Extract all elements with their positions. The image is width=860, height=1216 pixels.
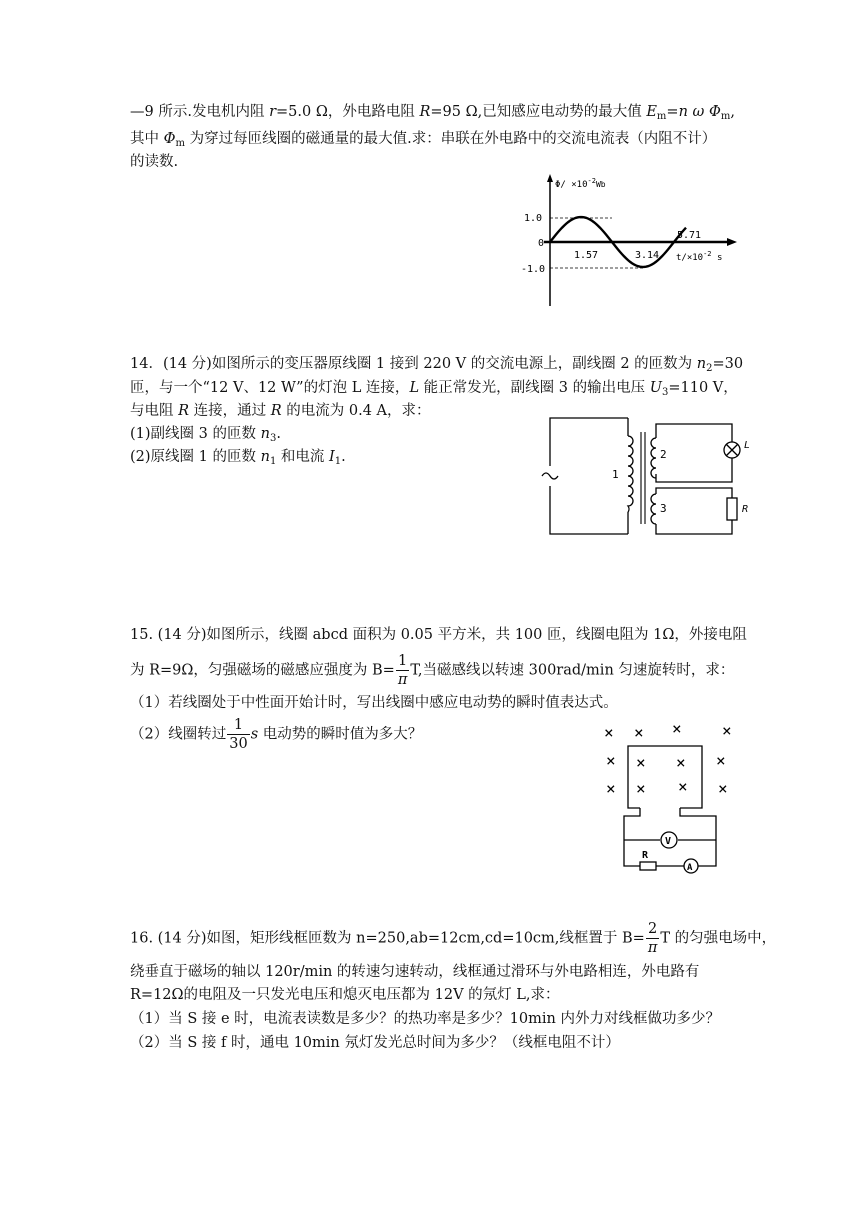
graph-x-tick-1: 1.57	[574, 250, 599, 261]
graph-x-tick-2: 3.14	[635, 250, 660, 261]
graph-y-tick-max: 1.0	[524, 213, 543, 224]
q15-sub-1: （1）若线圈处于中性面开始计时，写出线圈中感应电动势的瞬时值表达式。	[130, 695, 618, 711]
ammeter-label: A	[687, 863, 693, 873]
graph-x-tick-3: 5.71	[677, 230, 702, 241]
q15-sub-2: （2）线圈转过 $\frac{1}{30}$ s 电动势的瞬时值为多大？	[130, 717, 423, 752]
q15-time-fraction: $\frac{1}{30}$	[229, 717, 248, 752]
resistor-label: R	[742, 504, 749, 515]
q16-line-2: 绕垂直于磁场的轴以 120r/min 的转速匀速转动，线框通过滑环与外电路相连，外电路有	[130, 964, 700, 980]
graph-y-tick-min: -1.0	[521, 264, 546, 275]
q15-line-1: 15. (14 分)如图所示，线圈 abcd 面积为 0.05 平方米，共 100 匝，线圈电阻为 1Ω，外接电阻	[130, 627, 747, 643]
q14-line-1: 14．(14 分)如图所示的变压器原线圈 1 接到 220 V 的交流电源上，副线圈 2 的匝数为 $n_2=30$	[130, 356, 744, 374]
field-cross: ×	[606, 751, 616, 770]
coil-1-label: 1	[612, 468, 619, 481]
graph-x-label: $t/\times 10^{-2}$ s	[676, 250, 723, 263]
flux-graph	[518, 172, 740, 310]
field-cross: ×	[672, 719, 682, 738]
field-cross: ×	[718, 779, 728, 798]
q13-line-2: 其中 $\Phi_m$ 为穿过每匝线圈的磁通量的最大值.求：串联在外电路中的交流电流表（内阻不计）	[130, 131, 717, 149]
field-cross: ×	[636, 779, 646, 798]
q13-line-1: —9 所示.发电机内阻 r=5.0 Ω，外电路电阻 R=95 Ω,已知感应电动势的最大值 $E_m=n$ ω $\Phi_m$,	[130, 104, 735, 122]
field-cross: ×	[716, 751, 726, 770]
coil-field-circuit	[598, 716, 744, 874]
field-cross: ×	[636, 753, 646, 772]
q16-b-fraction: $\frac{2}{\pi}$	[647, 921, 658, 956]
q14-sub-2: (2)原线圈 1 的匝数 $n_1$ 和电流 $I_1$.	[130, 449, 346, 467]
field-cross: ×	[606, 779, 616, 798]
q16-line-3: R=12Ω的电阻及一只发光电压和熄灭电压都为 12V 的氖灯 L,求：	[130, 987, 560, 1003]
graph-y-label: $\Phi/ \times 10^{-2}Wb$	[555, 177, 606, 190]
coil-3-label: 3	[660, 502, 667, 515]
transformer-circuit	[538, 412, 760, 542]
q15-line-2: 为 R=9Ω，匀强磁场的磁感应强度为 B= $\frac{1}{\pi}$ T,当磁感线以转速 300rad/min 匀速旋转时，求：	[130, 653, 735, 688]
lamp-label: L	[744, 440, 751, 451]
field-cross: ×	[722, 721, 732, 740]
q13-line-3: 的读数.	[130, 154, 179, 170]
q14-line-3: 与电阻 R 连接，通过 R 的电流为 0.4 A，求：	[130, 403, 431, 419]
voltmeter-label: V	[665, 836, 672, 847]
q14-sub-1: (1)副线圈 3 的匝数 $n_3$.	[130, 426, 281, 444]
q16-line-1: 16. (14 分)如图，矩形线框匝数为 n=250,ab=12cm,cd=10cm,线框置于 B= $\frac{2}{\pi}$ T 的匀强电场中，	[130, 921, 777, 956]
q14-line-2: 匝，与一个“12 V、12 W”的灯泡 L 连接，L 能正常发光，副线圈 3 的输出电压 $U_3=110$ V，	[130, 380, 738, 398]
coil-2-label: 2	[660, 448, 667, 461]
resistor-r-label: R	[642, 850, 649, 861]
graph-y-tick-zero: 0	[538, 238, 545, 249]
q15-b-fraction: $\frac{1}{\pi}$	[397, 653, 408, 688]
field-cross: ×	[604, 723, 614, 742]
field-cross: ×	[634, 723, 644, 742]
q16-sub-1: （1）当 S 接 e 时，电流表读数是多少？的热功率是多少？10min 内外力对线框做功多少？	[130, 1011, 720, 1027]
field-cross: ×	[676, 753, 686, 772]
q16-sub-2: （2）当 S 接 f 时，通电 10min 氖灯发光总时间为多少？（线框电阻不计）	[130, 1035, 620, 1051]
field-cross: ×	[678, 777, 688, 796]
